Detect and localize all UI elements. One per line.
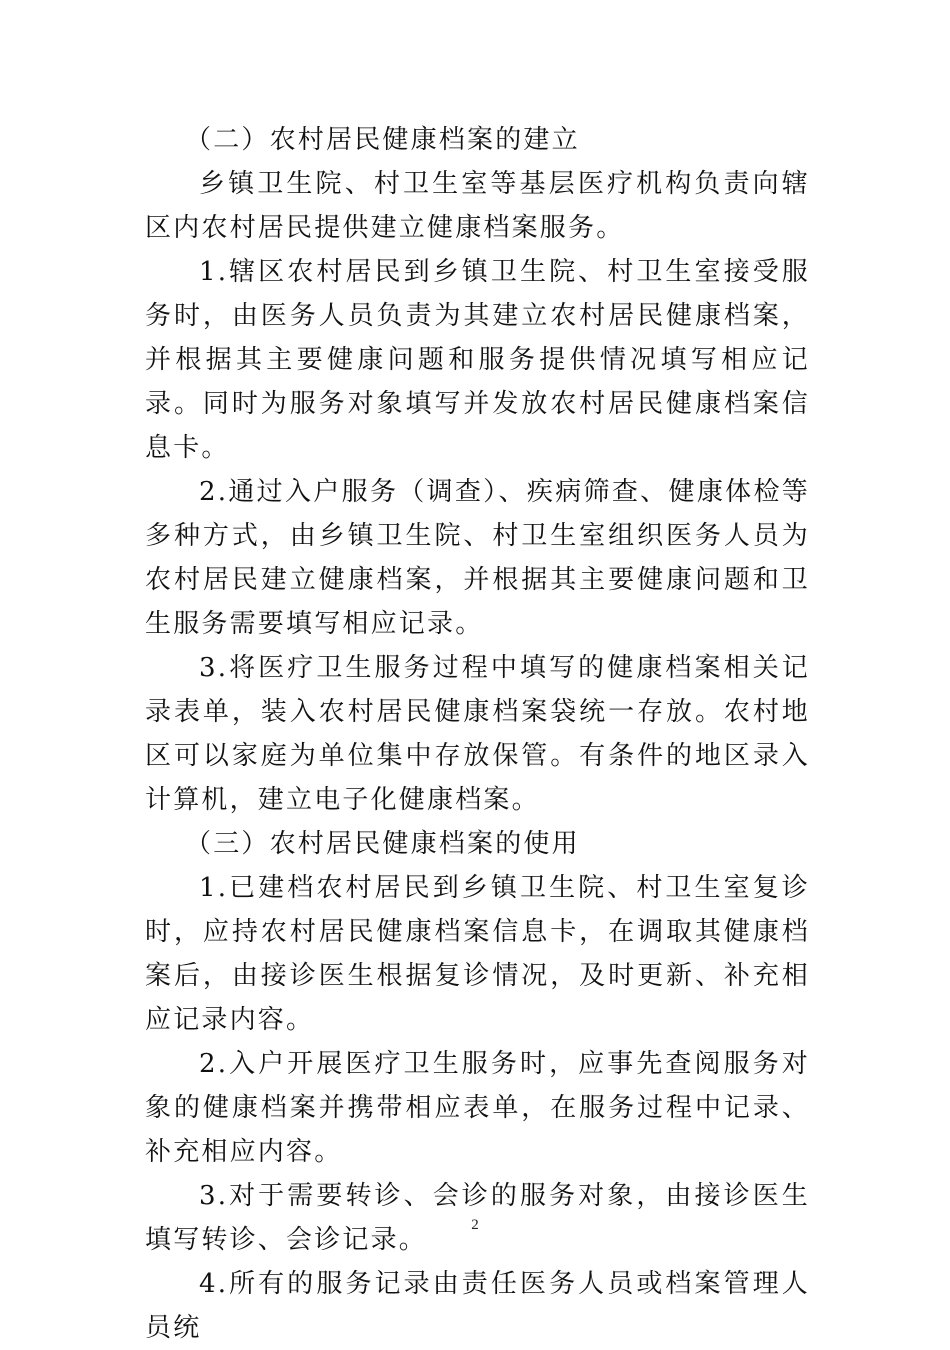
paragraph-usage-3: 3.对于需要转诊、会诊的服务对象，由接诊医生填写转诊、会诊记录。: [145, 1181, 810, 1255]
document-body: [145, 118, 810, 1350]
paragraph-intro: 乡镇卫生院、村卫生室等基层医疗机构负责向辖区内农村居民提供建立健康档案服务。: [145, 169, 810, 243]
paragraph-usage-4: 4.所有的服务记录由责任医务人员或档案管理人员统: [145, 1269, 810, 1343]
paragraph-usage-1: 1.已建档农村居民到乡镇卫生院、村卫生室复诊时，应持农村居民健康档案信息卡，在调取其健康档案后，由接诊医生根据复诊情况，及时更新、补充相应记录内容。: [145, 873, 810, 1035]
page-number: 2: [471, 1217, 479, 1233]
paragraph-item-2: 2.通过入户服务（调查）、疾病筛查、健康体检等多种方式，由乡镇卫生院、村卫生室组织医务人员为农村居民建立健康档案，并根据其主要健康问题和卫生服务需要填写相应记录。: [145, 477, 810, 639]
paragraph-item-1: 1.辖区农村居民到乡镇卫生院、村卫生室接受服务时，由医务人员负责为其建立农村居民健康档案，并根据其主要健康问题和服务提供情况填写相应记录。同时为服务对象填写并发放农村居民健康档案信息卡。: [145, 257, 810, 463]
paragraph-item-3: 3.将医疗卫生服务过程中填写的健康档案相关记录表单，装入农村居民健康档案袋统一存放。农村地区可以家庭为单位集中存放保管。有条件的地区录入计算机，建立电子化健康档案。: [145, 653, 810, 815]
section-heading-establishment: （二）农村居民健康档案的建立: [185, 125, 580, 155]
paragraph-usage-2: 2.入户开展医疗卫生服务时，应事先查阅服务对象的健康档案并携带相应表单，在服务过程中记录、补充相应内容。: [145, 1049, 810, 1167]
section-heading-usage: （三）农村居民健康档案的使用: [185, 829, 580, 859]
